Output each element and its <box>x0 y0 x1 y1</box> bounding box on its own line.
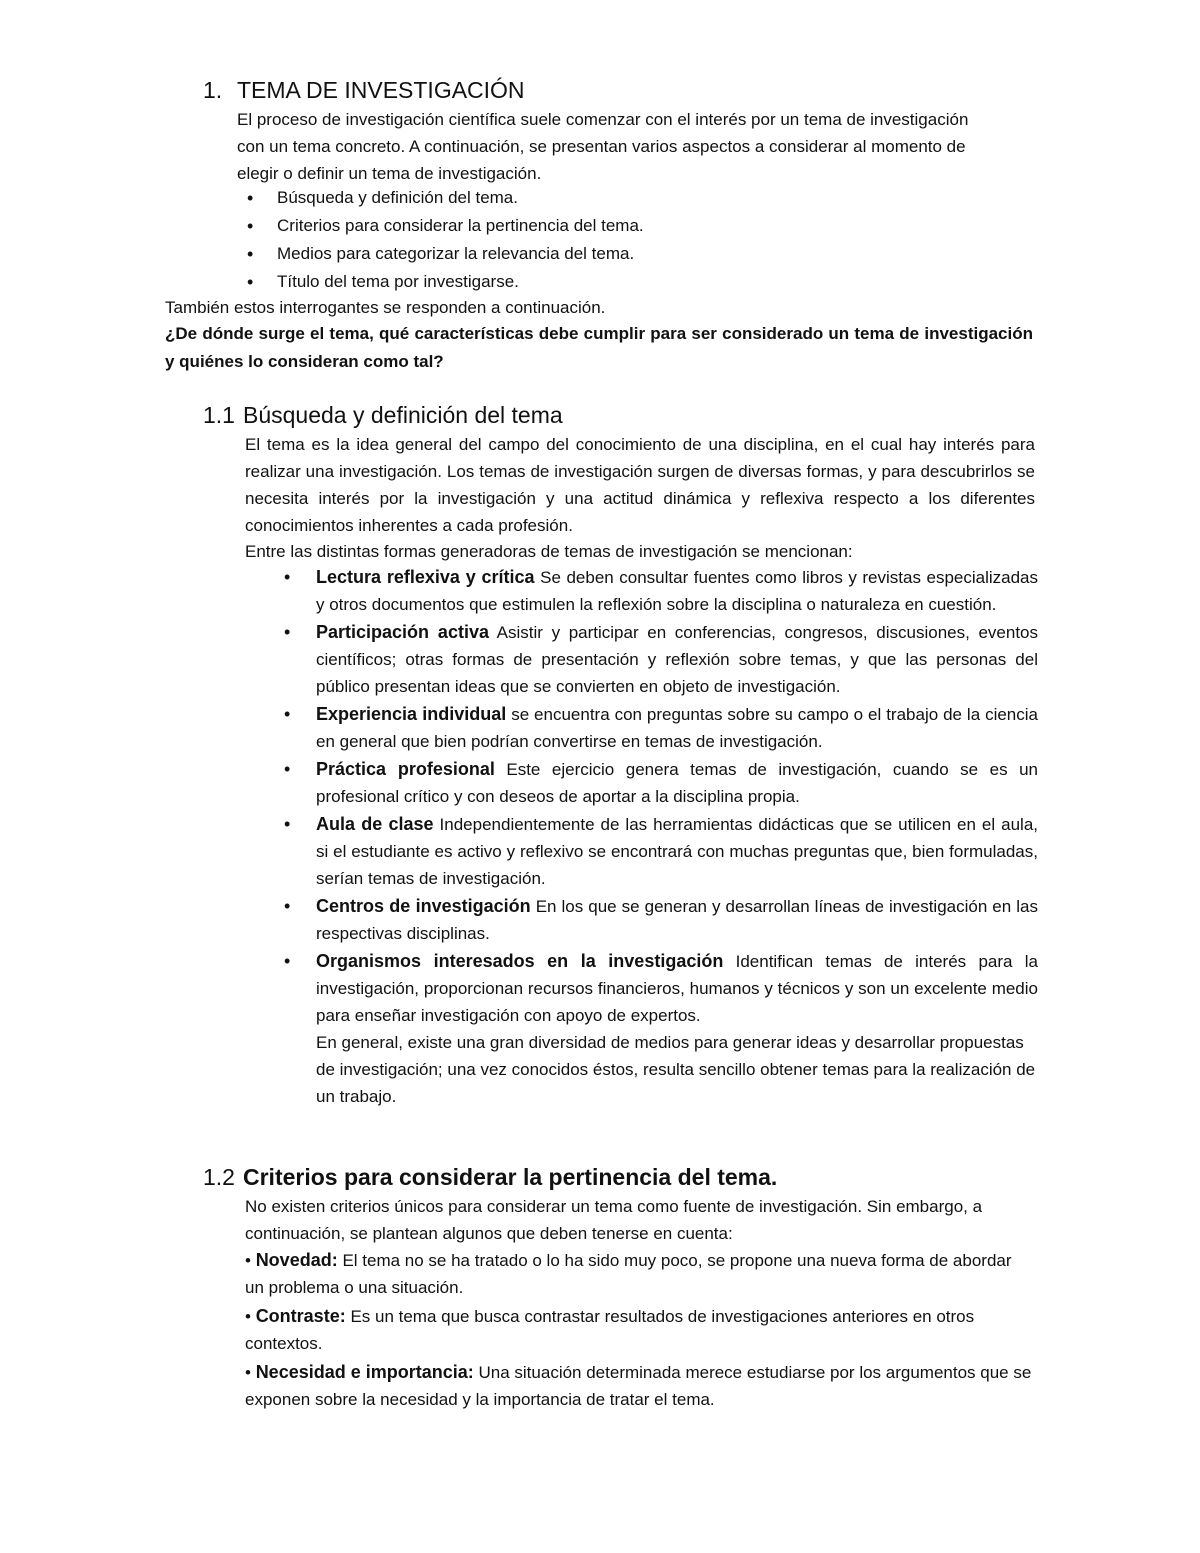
section-1-number: 1. <box>203 77 223 103</box>
list-item <box>278 811 1038 892</box>
list-item: • Búsqueda y definición del tema. <box>237 184 997 212</box>
item-term: Organismos interesados en la investigación <box>316 951 724 971</box>
section-1-1-heading <box>203 400 563 430</box>
section-1-2-intro: No existen criterios únicos para considerar un tema como fuente de investigación. Sin embargo, a continuación, se plantean algunos que deben tenerse en cuenta: <box>245 1197 983 1243</box>
list-item: • Título del tema por investigarse. <box>237 268 997 296</box>
item-text: Se deben consultar fuentes como libros y revistas especializadas y otros documentos que estimulen la reflexión sobre la disciplina o naturaleza en cuestión. <box>316 568 1039 614</box>
item-text: Este ejercicio genera temas de investigación, cuando se es un profesional crítico y con deseos de aportar a la disciplina propia. <box>316 760 1038 806</box>
section-1-2-heading <box>203 1162 777 1192</box>
item-term: Práctica profesional <box>316 759 495 779</box>
item-text: Independientemente de las herramientas didácticas que se utilicen en el aula, si el estudiante es activo y reflexivo se encontrará con muchas preguntas que, bien formuladas, serían temas de investigación. <box>316 815 1038 888</box>
item-text: Asistir y participar en conferencias, congresos, discusiones, eventos científicos; otras formas de presentación y reflexión sobre temas, y que las personas del público presentan ideas que se convierten en objeto de investigación. <box>316 623 1038 696</box>
item-term: Experiencia individual <box>316 704 507 724</box>
list-item <box>278 756 1038 810</box>
criterion-item <box>245 1359 1035 1413</box>
list-item: • Criterios para considerar la pertinencia del tema. <box>237 212 997 240</box>
bullet-glyph: • <box>245 1363 251 1382</box>
section-1-intro: El proceso de investigación científica suele comenzar con el interés por un tema de investigación con un tema concreto. A continuación, se presentan varios aspectos a considerar al momento de elegir o definir un tema de investigación. <box>237 110 969 183</box>
section-1-title: TEMA DE INVESTIGACIÓN <box>237 77 525 103</box>
list-item: • Medios para categorizar la relevancia del tema. <box>237 240 997 268</box>
list-item <box>278 564 1038 618</box>
item-text: Identifican temas de interés para la investigación, proporcionan recursos financieros, humanos y técnicos y son un excelente medio para enseñar investigación con apoyo de expertos. <box>316 952 1038 1025</box>
section-1-question: ¿De dónde surge el tema, qué características debe cumplir para ser considerado un tema de investigación y quiénes lo consideran como tal? <box>165 324 1033 371</box>
item-text: En los que se generan y desarrollan líneas de investigación en las respectivas disciplinas. <box>316 897 1038 943</box>
section-1-1-number: 1.1 <box>203 402 235 428</box>
section-1-bullet-list <box>237 184 997 296</box>
bullet-glyph: • <box>245 1251 251 1270</box>
criterion-item <box>245 1247 1035 1301</box>
section-1-2-number: 1.2 <box>203 1164 235 1190</box>
criterion-term: Novedad: <box>255 1250 338 1270</box>
section-1-also-text: También estos interrogantes se responden a continuación. <box>165 298 606 317</box>
item-term: Aula de clase <box>316 814 434 834</box>
section-1-1-intro: El tema es la idea general del campo del conocimiento de una disciplina, en el cual hay interés para realizar una investigación. Los temas de investigación surgen de diversas formas, y para descubrirlos se necesita interés por la investigación y una actitud dinámica y reflexiva respecto a los diferentes conocimientos inherentes a cada profesión. <box>245 435 1035 535</box>
bullet-glyph: • <box>245 1307 251 1326</box>
section-1-1-title: Búsqueda y definición del tema <box>243 402 563 428</box>
criterion-term: Contraste: <box>255 1306 346 1326</box>
section-1-2-title: Criterios para considerar la pertinencia del tema. <box>243 1164 778 1190</box>
criterion-item <box>245 1303 1035 1357</box>
criterion-term: Necesidad e importancia: <box>255 1362 474 1382</box>
item-term: Participación activa <box>316 622 489 642</box>
list-item <box>278 893 1038 947</box>
criterion-text: El tema no se ha tratado o lo ha sido muy poco, se propone una nueva forma de abordar un problema o una situación. <box>245 1251 1012 1297</box>
section-1-1-sources-list <box>278 564 1038 1110</box>
section-1-1-lead: Entre las distintas formas generadoras de temas de investigación se mencionan: <box>245 542 853 561</box>
list-item <box>278 948 1038 1110</box>
item-text: se encuentra con preguntas sobre su campo o el trabajo de la ciencia en general que bien podrían convertirse en temas de investigación. <box>316 705 1038 751</box>
section-1-1-closing: En general, existe una gran diversidad de medios para generar ideas y desarrollar propuestas de investigación; una vez conocidos éstos, resulta sencillo obtener temas para la realización de un trabajo. <box>316 1033 1036 1106</box>
section-1-heading <box>203 76 525 104</box>
item-term: Lectura reflexiva y crítica <box>316 567 535 587</box>
criterion-text: Una situación determinada merece estudiarse por los argumentos que se exponen sobre la necesidad y la importancia de tratar el tema. <box>245 1363 1032 1409</box>
list-item <box>278 701 1038 755</box>
list-item <box>278 619 1038 700</box>
item-term: Centros de investigación <box>316 896 531 916</box>
criterion-text: Es un tema que busca contrastar resultados de investigaciones anteriores en otros contextos. <box>245 1307 975 1353</box>
